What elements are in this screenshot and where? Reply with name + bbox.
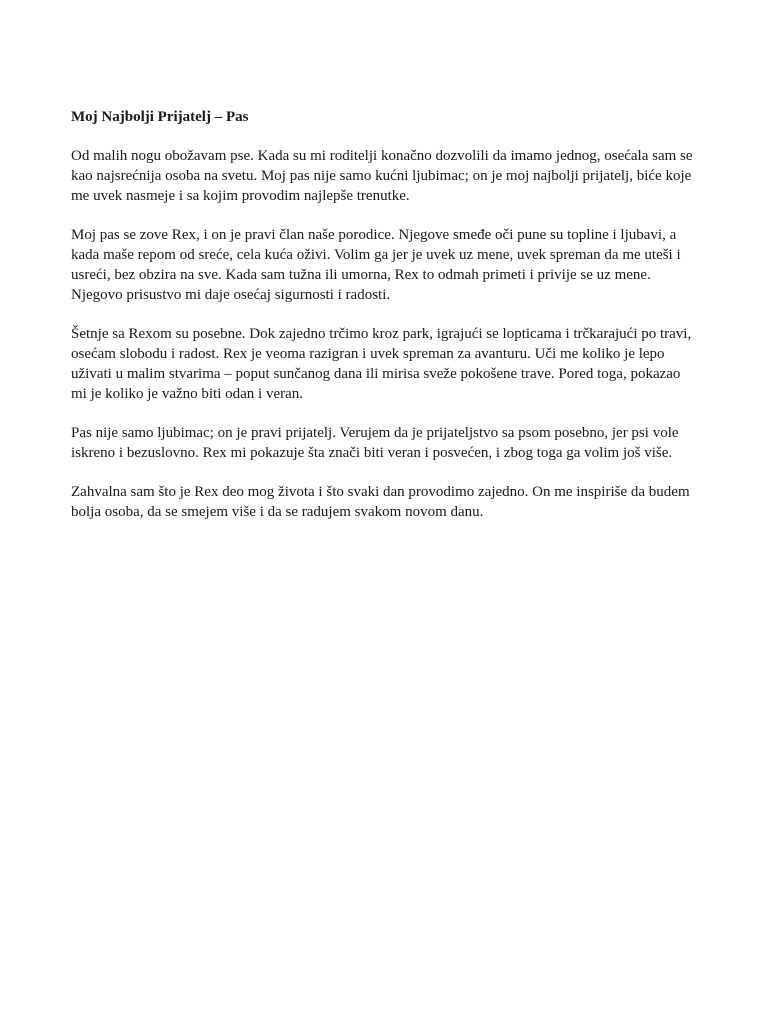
paragraph-2: Moj pas se zove Rex, i on je pravi član naše porodice. Njegove smeđe oči pune su topline i ljubavi, a kada maše repom od sreće, cela kuća oživi. Volim ga jer je uvek uz mene, uvek spreman da me uteši i usreći, bez obzira na sve. Kada sam tužna ili umorna, Rex to odmah primeti i privije se uz mene. Njegovo prisustvo mi daje osećaj sigurnosti i radosti. [71, 227, 681, 303]
paragraph-3: Šetnje sa Rexom su posebne. Dok zajedno trčimo kroz park, igrajući se lopticama i trčkarajući po travi, osećam slobodu i radost. Rex je veoma razigran i uvek spreman za avanturu. Uči me koliko je lepo uživati u malim stvarima – poput sunčanog dana ili mirisa sveže pokošene trave. Pored toga, pokazao mi je koliko je važno biti odan i veran. [71, 326, 692, 402]
paragraph-5: Zahvalna sam što je Rex deo mog života i što svaki dan provodimo zajedno. On me inspiriše da budem bolja osoba, da se smejem više i da se radujem svakom novom danu. [71, 484, 690, 520]
document-page [71, 107, 699, 541]
paragraph-4: Pas nije samo ljubimac; on je pravi prijatelj. Verujem da je prijateljstvo sa psom posebno, jer psi vole iskreno i bezuslovno. Rex mi pokazuje šta znači biti veran i posvećen, i zbog toga ga volim još više. [71, 425, 679, 461]
paragraph-1: Od malih nogu obožavam pse. Kada su mi roditelji konačno dozvolili da imamo jednog, osećala sam se kao najsrećnija osoba na svetu. Moj pas nije samo kućni ljubimac; on je moj najbolji prijatelj, biće koje me uvek nasmeje i sa kojim provodim najlepše trenutke. [71, 148, 693, 204]
document-title: Moj Najbolji Prijatelj – Pas [71, 109, 249, 125]
